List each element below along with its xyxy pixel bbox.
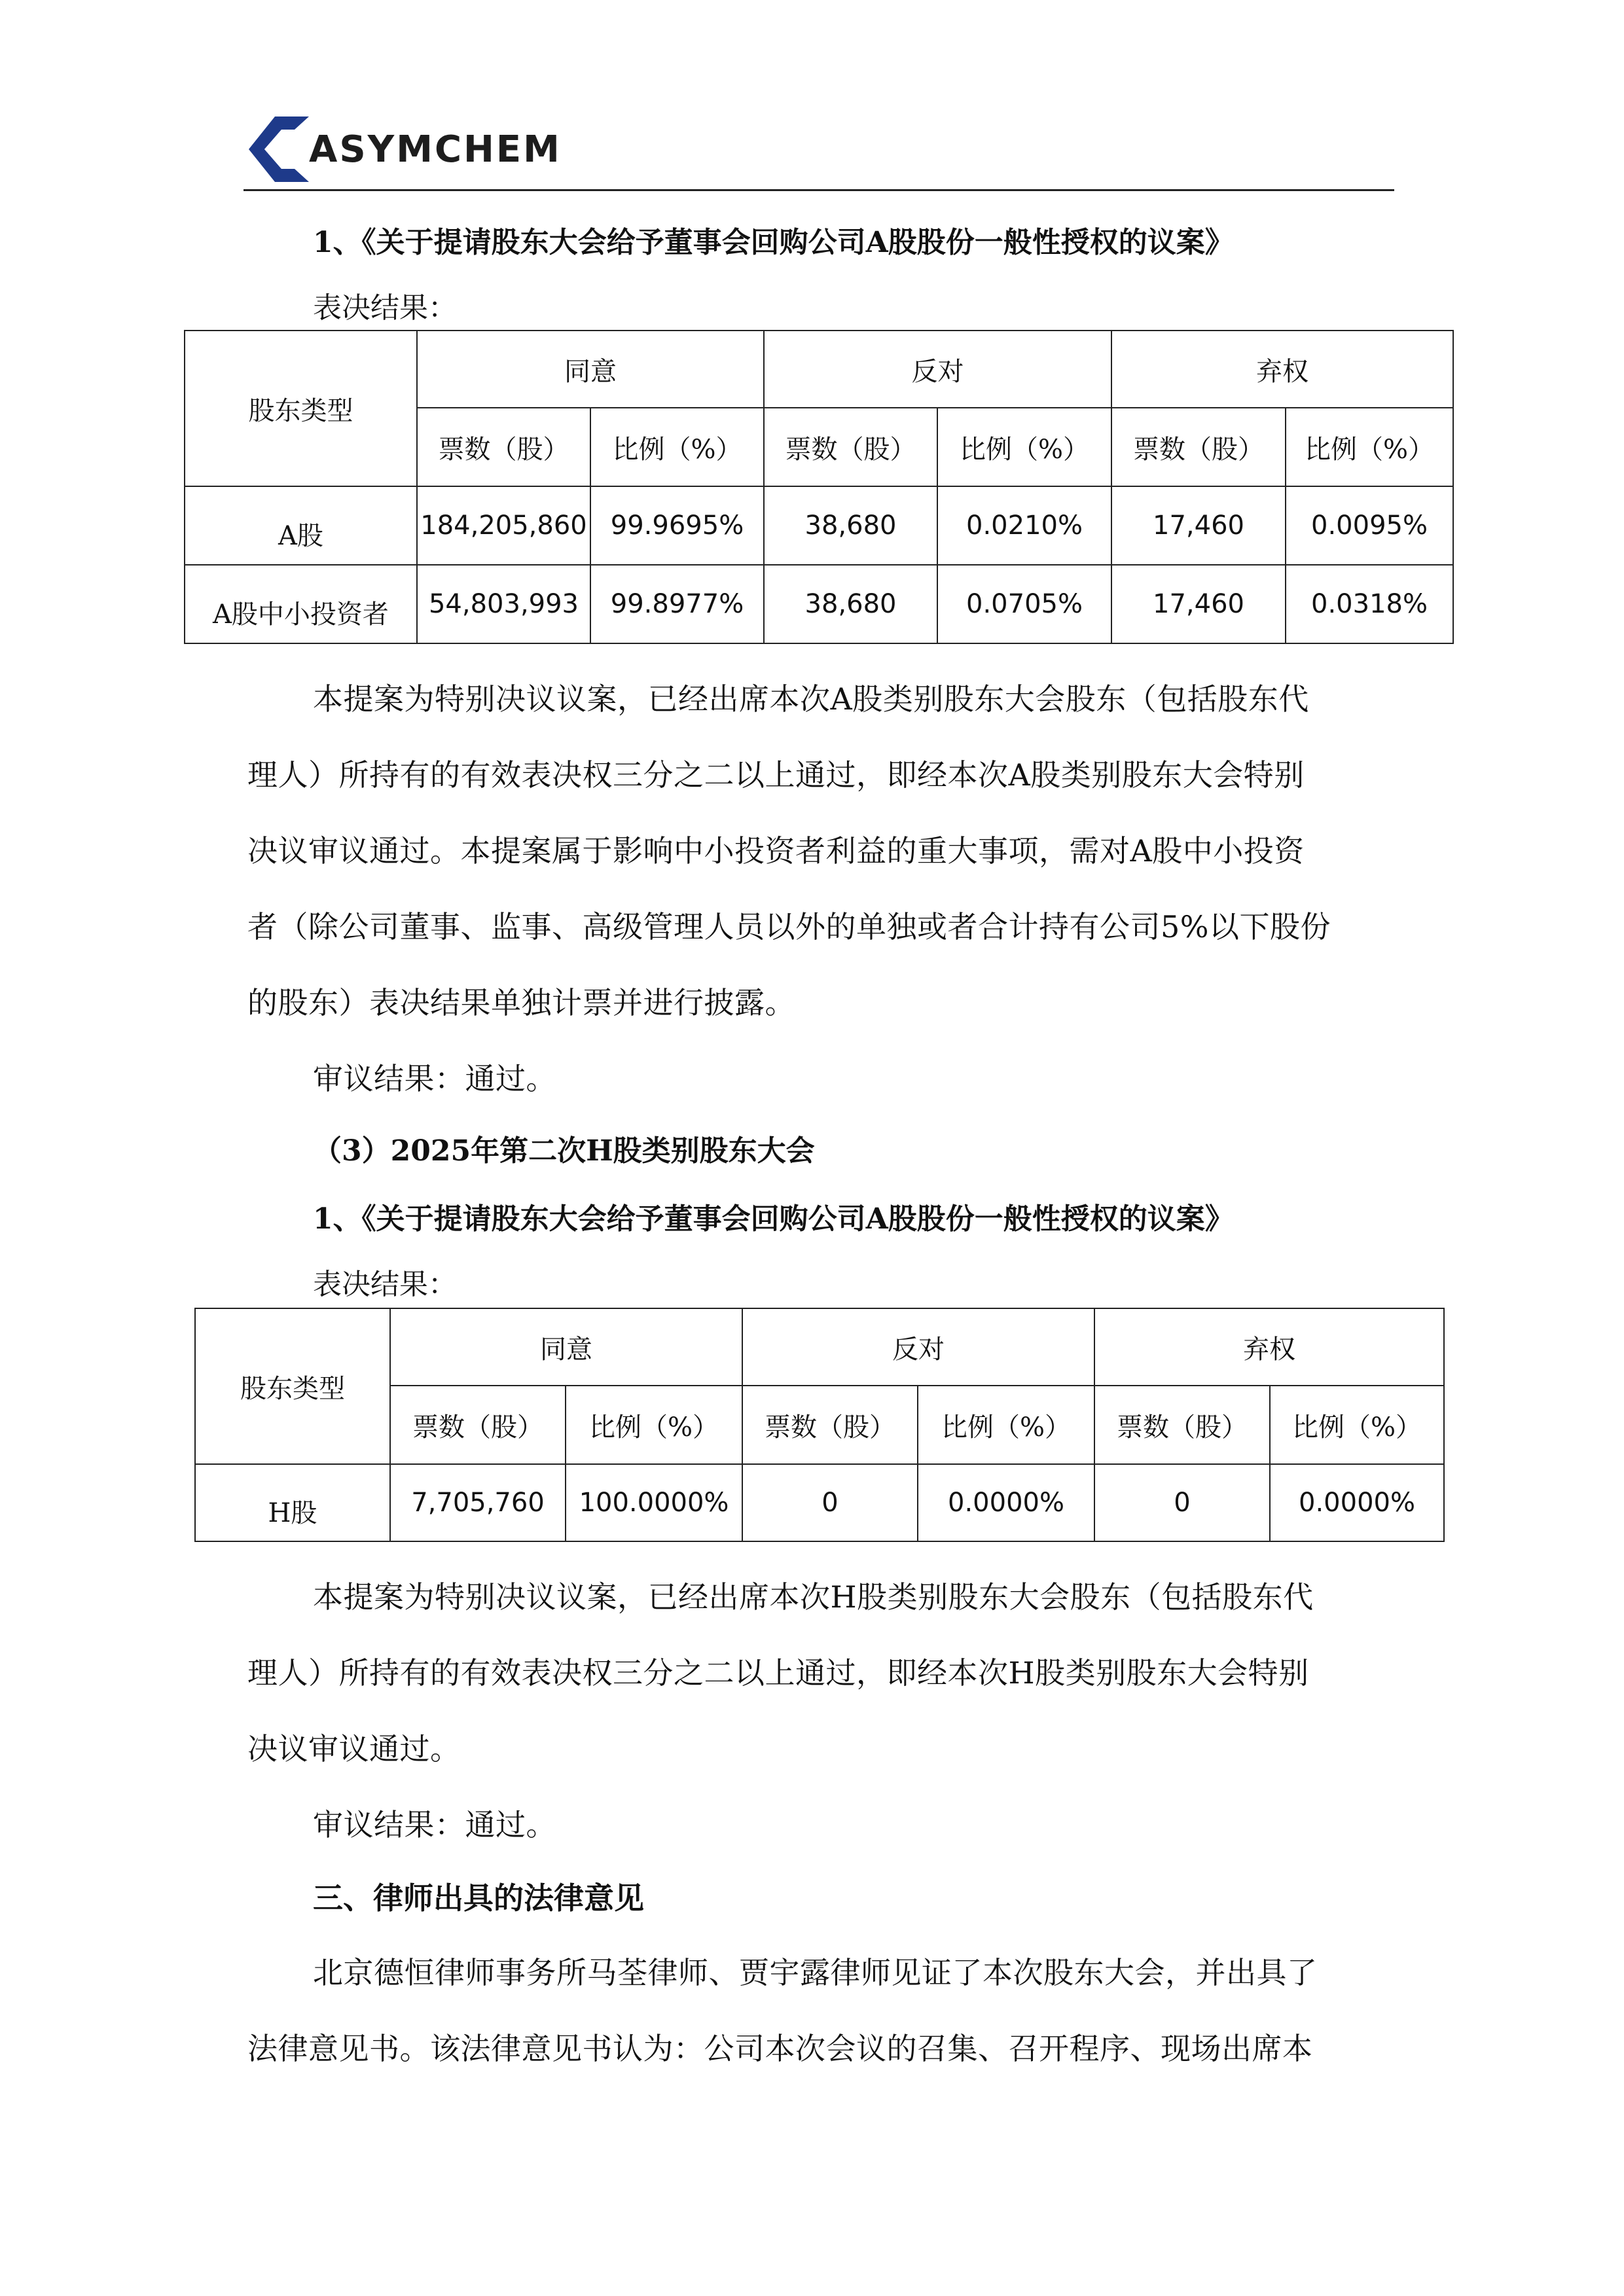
header-group-agree: 同意 bbox=[417, 331, 764, 408]
sub-header-ratio: 比例（%） bbox=[590, 408, 764, 486]
table-row bbox=[185, 565, 1453, 643]
cell-value: 0.0210% bbox=[937, 486, 1111, 565]
sub-header-votes: 票数（股） bbox=[764, 408, 937, 486]
paragraph-line: 理人）所持有的有效表决权三分之二以上通过，即经本次H股类别股东大会特别 bbox=[247, 1655, 1309, 1691]
review-result-a: 审议结果：通过。 bbox=[313, 1061, 556, 1096]
cell-value: 100.0000% bbox=[566, 1464, 742, 1541]
sub-header-ratio: 比例（%） bbox=[1286, 408, 1453, 486]
cell-value: 0.0000% bbox=[918, 1464, 1094, 1541]
row-type: A股中小投资者 bbox=[185, 565, 417, 643]
sub-header-votes: 票数（股） bbox=[1111, 408, 1286, 486]
vote-table-a bbox=[184, 330, 1454, 644]
sub-header-votes: 票数（股） bbox=[1094, 1386, 1270, 1464]
sub-header-votes: 票数（股） bbox=[417, 408, 590, 486]
review-result-h: 审议结果：通过。 bbox=[313, 1807, 556, 1842]
paragraph-line: 者（除公司董事、监事、高级管理人员以外的单独或者合计持有公司5%以下股份 bbox=[247, 909, 1331, 944]
paragraph-line: 北京德恒律师事务所马荃律师、贾宇露律师见证了本次股东大会，并出具了 bbox=[313, 1955, 1318, 1990]
motion-title-h: 1、《关于提请股东大会给予董事会回购公司A股股份一般性授权的议案》 bbox=[313, 1202, 1234, 1236]
paragraph-line: 法律意见书。该法律意见书认为：公司本次会议的召集、召开程序、现场出席本 bbox=[247, 2031, 1313, 2066]
cell-value: 0 bbox=[1094, 1464, 1270, 1541]
table-row bbox=[185, 486, 1453, 565]
header-group-abstain: 弃权 bbox=[1111, 331, 1453, 408]
cell-value: 54,803,993 bbox=[417, 565, 590, 643]
motion-title-a: 1、《关于提请股东大会给予董事会回购公司A股股份一般性授权的议案》 bbox=[313, 226, 1234, 259]
header-shareholder-type: 股东类型 bbox=[185, 331, 417, 486]
sub-header-ratio: 比例（%） bbox=[566, 1386, 742, 1464]
header-group-agree: 同意 bbox=[390, 1308, 742, 1386]
vote-table-h bbox=[194, 1308, 1445, 1542]
paragraph-line: 的股东）表决结果单独计票并进行披露。 bbox=[247, 985, 795, 1020]
vote-result-label-h: 表决结果： bbox=[313, 1268, 457, 1301]
paragraph-line: 本提案为特别决议议案，已经出席本次H股类别股东大会股东（包括股东代 bbox=[313, 1579, 1314, 1615]
cell-value: 99.9695% bbox=[590, 486, 764, 565]
cell-value: 99.8977% bbox=[590, 565, 764, 643]
logo-text: ASYMCHEM bbox=[309, 128, 562, 171]
cell-value: 0.0000% bbox=[1270, 1464, 1444, 1541]
cell-value: 0 bbox=[742, 1464, 918, 1541]
cell-value: 0.0095% bbox=[1286, 486, 1453, 565]
sub-header-ratio: 比例（%） bbox=[918, 1386, 1094, 1464]
cell-value: 184,205,860 bbox=[417, 486, 590, 565]
header-divider bbox=[244, 189, 1394, 191]
paragraph-line: 决议审议通过。本提案属于影响中小投资者利益的重大事项，需对A股中小投资 bbox=[247, 833, 1305, 869]
vote-result-label-a: 表决结果： bbox=[313, 291, 457, 325]
sub-header-votes: 票数（股） bbox=[390, 1386, 566, 1464]
paragraph-line: 决议审议通过。 bbox=[247, 1731, 461, 1767]
cell-value: 0.0705% bbox=[937, 565, 1111, 643]
sub-header-ratio: 比例（%） bbox=[937, 408, 1111, 486]
header-group-abstain: 弃权 bbox=[1094, 1308, 1444, 1386]
meeting-title-h: （3）2025年第二次H股类别股东大会 bbox=[313, 1134, 815, 1168]
header-shareholder-type: 股东类型 bbox=[195, 1308, 390, 1464]
cell-value: 38,680 bbox=[764, 565, 937, 643]
header-group-against: 反对 bbox=[764, 331, 1111, 408]
legal-opinion-heading: 三、律师出具的法律意见 bbox=[313, 1880, 644, 1916]
table-row bbox=[195, 1464, 1444, 1541]
row-type: H股 bbox=[195, 1464, 390, 1541]
paragraph-line: 理人）所持有的有效表决权三分之二以上通过，即经本次A股类别股东大会特别 bbox=[247, 757, 1305, 793]
paragraph-line: 本提案为特别决议议案，已经出席本次A股类别股东大会股东（包括股东代 bbox=[313, 681, 1309, 717]
header-group-against: 反对 bbox=[742, 1308, 1094, 1386]
row-type: A股 bbox=[185, 486, 417, 565]
sub-header-votes: 票数（股） bbox=[742, 1386, 918, 1464]
cell-value: 7,705,760 bbox=[390, 1464, 566, 1541]
sub-header-ratio: 比例（%） bbox=[1270, 1386, 1444, 1464]
cell-value: 0.0318% bbox=[1286, 565, 1453, 643]
cell-value: 38,680 bbox=[764, 486, 937, 565]
cell-value: 17,460 bbox=[1111, 486, 1286, 565]
cell-value: 17,460 bbox=[1111, 565, 1286, 643]
